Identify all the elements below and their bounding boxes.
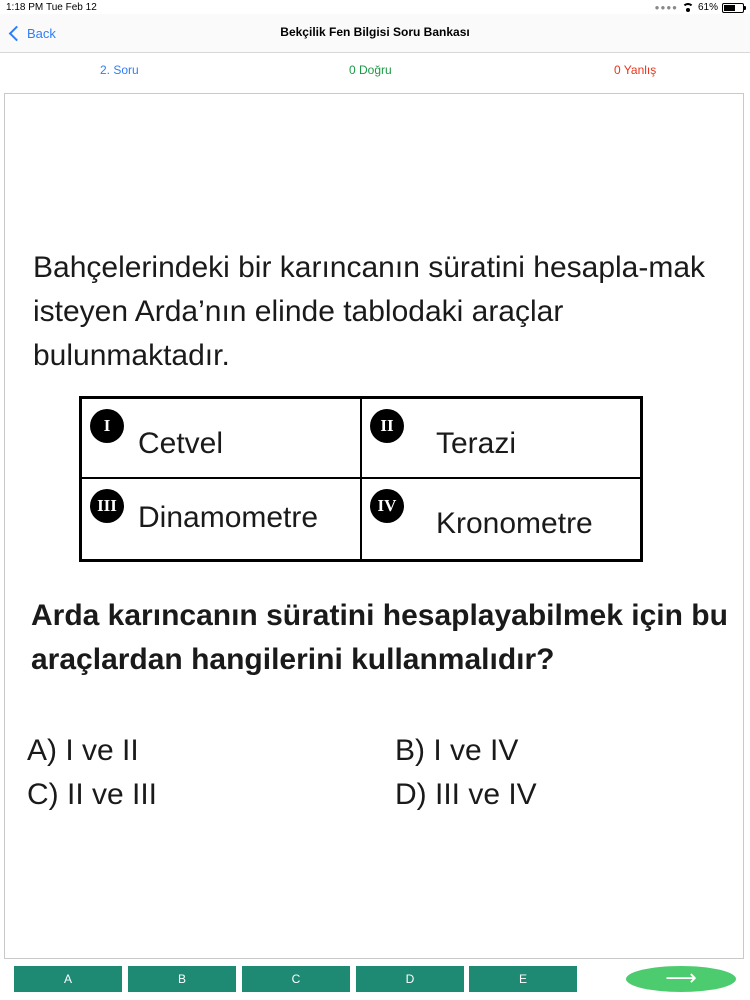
answer-button-e[interactable]: E <box>469 966 577 992</box>
tool-cell-2 <box>362 399 640 479</box>
next-button[interactable] <box>626 966 736 992</box>
status-bar <box>0 0 750 14</box>
tool-name-3: Dinamometre <box>138 501 319 534</box>
option-b: B) I ve IV <box>395 734 519 767</box>
answer-button-d[interactable]: D <box>356 966 464 992</box>
option-c: C) II ve III <box>27 778 158 811</box>
battery-fill <box>724 5 735 11</box>
signal-icon: ●●●● <box>654 3 678 12</box>
status-right <box>655 2 744 13</box>
tool-cell-4 <box>362 479 640 559</box>
page-title: Bekçilik Fen Bilgisi Soru Bankası <box>280 25 470 39</box>
wrong-count: 0 Yanlış <box>614 63 657 77</box>
wifi-icon <box>682 3 694 12</box>
question-text: Bahçelerindeki bir karıncanın süratini hesapla-mak isteyen Arda’nın elinde tablodaki araçlar bulunmaktadır. <box>33 251 706 372</box>
answer-button-a[interactable]: A <box>14 966 122 992</box>
answer-button-c[interactable]: C <box>242 966 350 992</box>
tool-cell-1 <box>82 399 362 479</box>
numeral-badge-3: III <box>90 489 124 523</box>
tools-table <box>79 396 643 562</box>
battery-percent: 61% <box>697 2 718 13</box>
tool-cell-3 <box>82 479 362 559</box>
status-date: Tue Feb 12 <box>46 2 97 13</box>
tool-name-4: Kronometre <box>436 507 593 540</box>
answer-bar <box>0 966 750 992</box>
answer-button-b[interactable]: B <box>128 966 236 992</box>
tool-name-1: Cetvel <box>138 427 224 460</box>
option-d: D) III ve IV <box>395 778 537 811</box>
question-card <box>4 93 744 959</box>
arrow-right-icon: ⟶ <box>665 966 697 991</box>
option-a: A) I ve II <box>27 734 139 767</box>
numeral-badge-4: IV <box>370 489 404 523</box>
back-label: Back <box>27 25 56 41</box>
question-prompt: Arda karıncanın süratini hesaplayabilmek için bu araçlardan hangilerini kullanmalıdır? <box>31 599 728 676</box>
numeral-badge-1: I <box>90 409 124 443</box>
correct-count: 0 Doğru <box>349 63 392 77</box>
score-row <box>0 52 750 88</box>
tool-name-2: Terazi <box>436 427 517 460</box>
battery-icon <box>722 3 744 13</box>
numeral-badge-2: II <box>370 409 404 443</box>
status-time: 1:18 PM <box>6 2 44 13</box>
question-number: 2. Soru <box>100 63 139 77</box>
nav-bar <box>0 14 750 53</box>
